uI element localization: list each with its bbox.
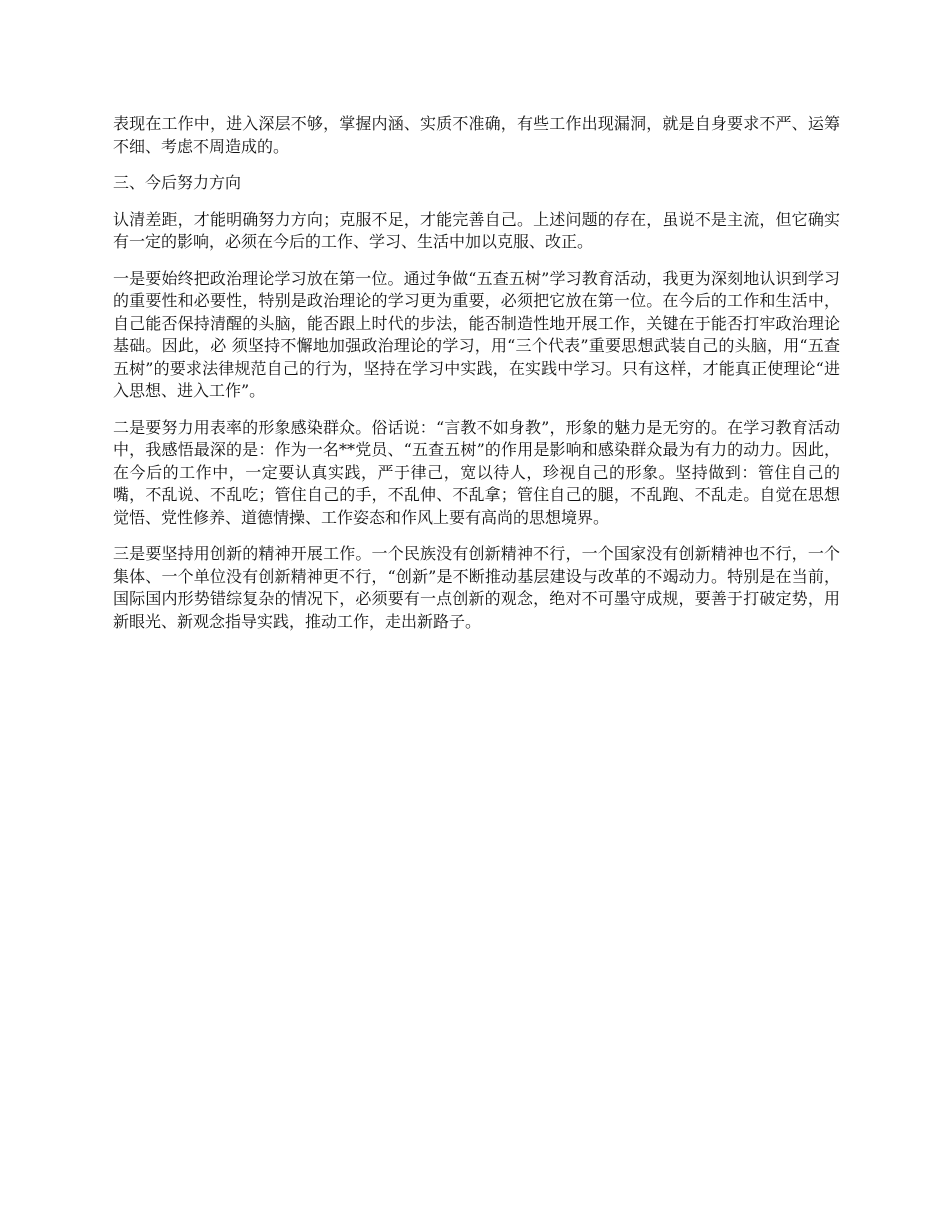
paragraph-continuation: 表现在工作中，进入深层不够，掌握内涵、实质不准确，有些工作出现漏洞，就是自身要求不严、运筹不细、考虑不周造成的。 <box>113 114 840 156</box>
section-heading: 三、今后努力方向 <box>113 173 242 192</box>
paragraph-point-two: 二是要努力用表率的形象感染群众。俗话说：“言教不如身教”，形象的魅力是无穷的。在学习教育活动中，我感悟最深的是：作为一名**党员、“五查五树”的作用是影响和感染群众最为有力的动力。因此，在今后的工作中，一定要认真实践，严于律己，宽以待人，珍视自己的形象。坚持做到：管住自己的嘴，不乱说、不乱吃；管住自己的手，不乱伸、不乱拿；管住自己的腿，不乱跑、不乱走。自觉在思想觉悟、党性修养、道德情操、工作姿态和作风上要有高尚的思想境界。 <box>113 417 840 527</box>
paragraph-point-three: 三是要坚持用创新的精神开展工作。一个民族没有创新精神不行，一个国家没有创新精神也不行，一个集体、一个单位没有创新精神更不行，“创新”是不断推动基层建设与改革的不竭动力。特别是在当前，国际国内形势错综复杂的情况下，必须要有一点创新的观念，绝对不可墨守成规，要善于打破定势，用新眼光、新观念指导实践，推动工作，走出新路子。 <box>113 544 840 631</box>
document-page <box>113 113 840 647</box>
paragraph-point-one: 一是要始终把政治理论学习放在第一位。通过争做“五查五树”学习教育活动，我更为深刻地认识到学习的重要性和必要性，特别是政治理论的学习更为重要，必须把它放在第一位。在今后的工作和生活中，自己能否保持清醒的头脑，能否跟上时代的步法，能否制造性地开展工作，关键在于能否打牢政治理论基础。因此，必 须坚持不懈地加强政治理论的学习，用“三个代表”重要思想武装自己的头脑，用“五查五树”的要求法律规范自己的行为，坚持在学习中实践，在实践中学习。只有这样，才能真正使理论“进入思想、进入工作”。 <box>113 268 840 400</box>
paragraph-intro: 认清差距，才能明确努力方向；克服不足，才能完善自己。上述问题的存在，虽说不是主流，但它确实有一定的影响，必须在今后的工作、学习、生活中加以克服、改正。 <box>113 209 840 251</box>
